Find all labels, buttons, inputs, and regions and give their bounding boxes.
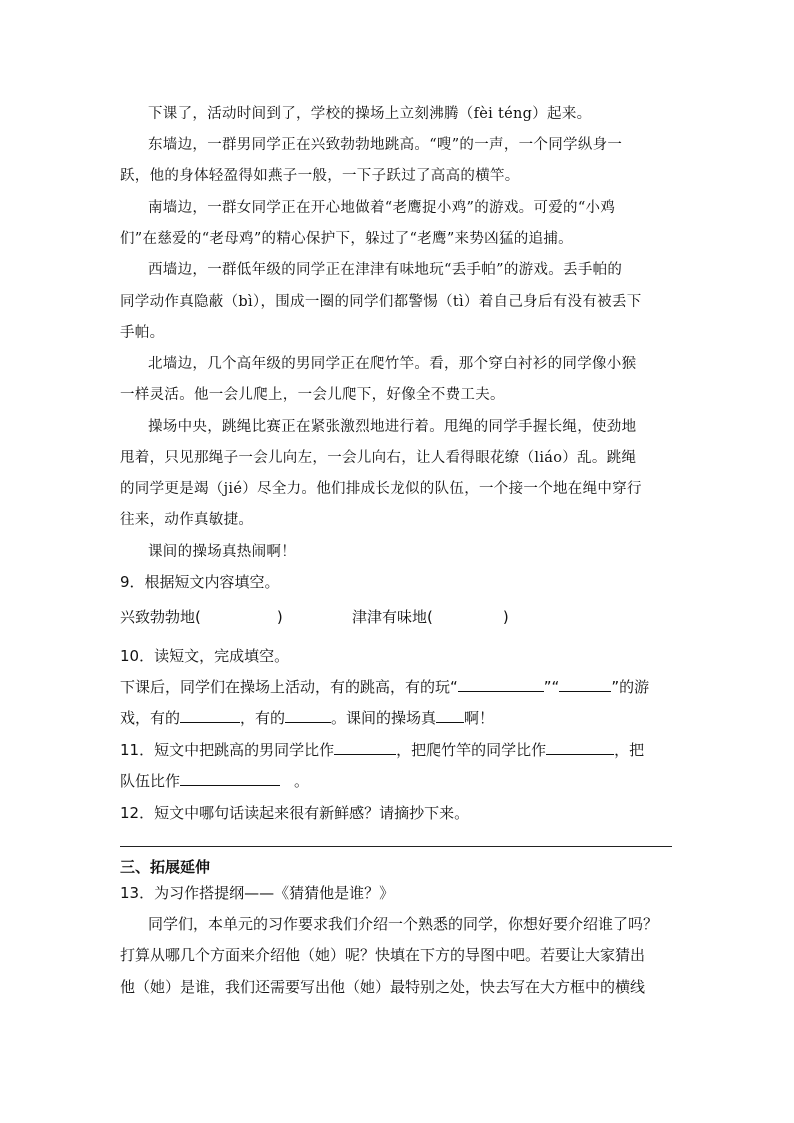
- close-paren: ): [276, 608, 283, 626]
- question-10-text: ，有的: [240, 709, 286, 727]
- question-10-text: 啊！: [464, 709, 495, 727]
- section-3-heading: 三、拓展延伸: [120, 858, 211, 876]
- question-13-paragraph-line-2: 打算从哪几个方面来介绍他（她）呢？快填在下方的导图中吧。若要让大家猜出: [120, 946, 646, 964]
- passage-paragraph-6-line-2: 甩着，只见那绳子一会儿向左，一会儿向右，让人看得眼花缭（liáo）乱。跳绳: [120, 450, 637, 466]
- question-10-title: 10．读短文，完成填空。: [120, 647, 290, 665]
- passage-paragraph-6-line-1: 操场中央，跳绳比赛正在紧张激烈地进行着。甩绳的同学手握长绳，使劲地: [148, 419, 637, 435]
- passage-paragraph-6-line-4: 往来，动作真敏捷。: [120, 512, 254, 528]
- question-11-text: 11．短文中把跳高的男同学比作: [120, 741, 335, 759]
- quote-marks: ”“: [543, 678, 560, 696]
- passage-paragraph-4-line-2: 同学动作真隐蔽（bì），围成一圈的同学们都警惕（tì）着自己身后有没有被丢下: [120, 294, 642, 310]
- question-10-text: 下课后，同学们在操场上活动，有的跳高，有的玩“: [120, 678, 458, 696]
- question-9-left-label: 兴致勃勃地(: [120, 608, 201, 626]
- passage-paragraph-5-line-2: 一样灵活。他一会儿爬上，一会儿爬下，好像全不费工夫。: [120, 387, 505, 403]
- question-11-line-2: [120, 770, 309, 791]
- question-13-paragraph-line-3: 他（她）是谁，我们还需要写出他（她）最特别之处，快去写在大方框中的横线: [120, 978, 646, 996]
- question-10-line-2: [120, 707, 494, 728]
- passage-paragraph-2-line-2: 跃，他的身体轻盈得如燕子一般，一下子跃过了高高的横竿。: [120, 168, 520, 184]
- passage-paragraph-7: 课间的操场真热闹啊！: [148, 544, 296, 560]
- passage-paragraph-3-line-1: 南墙边，一群女同学正在开心地做着“老鹰捉小鸡”的游戏。可爱的“小鸡: [148, 200, 616, 216]
- question-11-text: 队伍比作: [120, 772, 181, 790]
- passage-paragraph-3-line-2: 们”在慈爱的“老母鸡”的精心保护下，躲过了“老鹰”来势凶猛的追捕。: [120, 231, 573, 247]
- fill-blank[interactable]: [334, 740, 396, 755]
- fill-blank[interactable]: [180, 708, 240, 723]
- question-11-text: ，把: [614, 741, 645, 759]
- fill-blank[interactable]: [458, 677, 544, 692]
- answer-line[interactable]: [120, 846, 672, 847]
- passage-paragraph-4-line-3: 手帕。: [120, 325, 165, 341]
- question-9-right-blank: [352, 606, 509, 627]
- fill-blank[interactable]: [559, 677, 611, 692]
- question-12-title: 12．短文中哪句话读起来很有新鲜感？请摘抄下来。: [120, 804, 470, 822]
- passage-paragraph-6-line-3: 的同学更是竭（jié）尽全力。他们排成长龙似的队伍，一个接一个地在绳中穿行: [120, 481, 642, 497]
- question-11-text: 。: [294, 772, 310, 790]
- passage-paragraph-5-line-1: 北墙边，几个高年级的男同学正在爬竹竿。看，那个穿白衬衫的同学像小猴: [148, 356, 637, 372]
- close-paren: ): [502, 608, 509, 626]
- question-9-left-blank: [120, 606, 283, 627]
- question-10-text: 。课间的操场真: [331, 709, 437, 727]
- question-9-right-label: 津津有味地(: [352, 608, 433, 626]
- fill-blank[interactable]: [546, 740, 614, 755]
- fill-blank[interactable]: [180, 771, 280, 786]
- fill-blank[interactable]: [436, 708, 464, 723]
- question-10-line-1: [120, 676, 649, 697]
- question-10-text: 戏，有的: [120, 709, 181, 727]
- question-11-line-1: [120, 739, 644, 760]
- passage-paragraph-2-line-1: 东墙边，一群男同学正在兴致勃勃地跳高。“嗖”的一声，一个同学纵身一: [148, 137, 623, 153]
- passage-paragraph-4-line-1: 西墙边，一群低年级的同学正在津津有味地玩“丢手帕”的游戏。丢手帕的: [148, 262, 623, 278]
- question-13-paragraph-line-1: 同学们，本单元的习作要求我们介绍一个熟悉的同学，你想好要介绍谁了吗？: [148, 915, 659, 933]
- fill-blank[interactable]: [285, 708, 331, 723]
- passage-paragraph-1: 下课了，活动时间到了，学校的操场上立刻沸腾（fèi téng）起来。: [148, 106, 592, 122]
- question-9-title: 9．根据短文内容填空。: [120, 573, 280, 591]
- question-11-text: ，把爬竹竿的同学比作: [396, 741, 547, 759]
- question-10-text: ”的游: [611, 678, 650, 696]
- question-13-title: 13．为习作搭提纲——《猜猜他是谁？》: [120, 884, 395, 902]
